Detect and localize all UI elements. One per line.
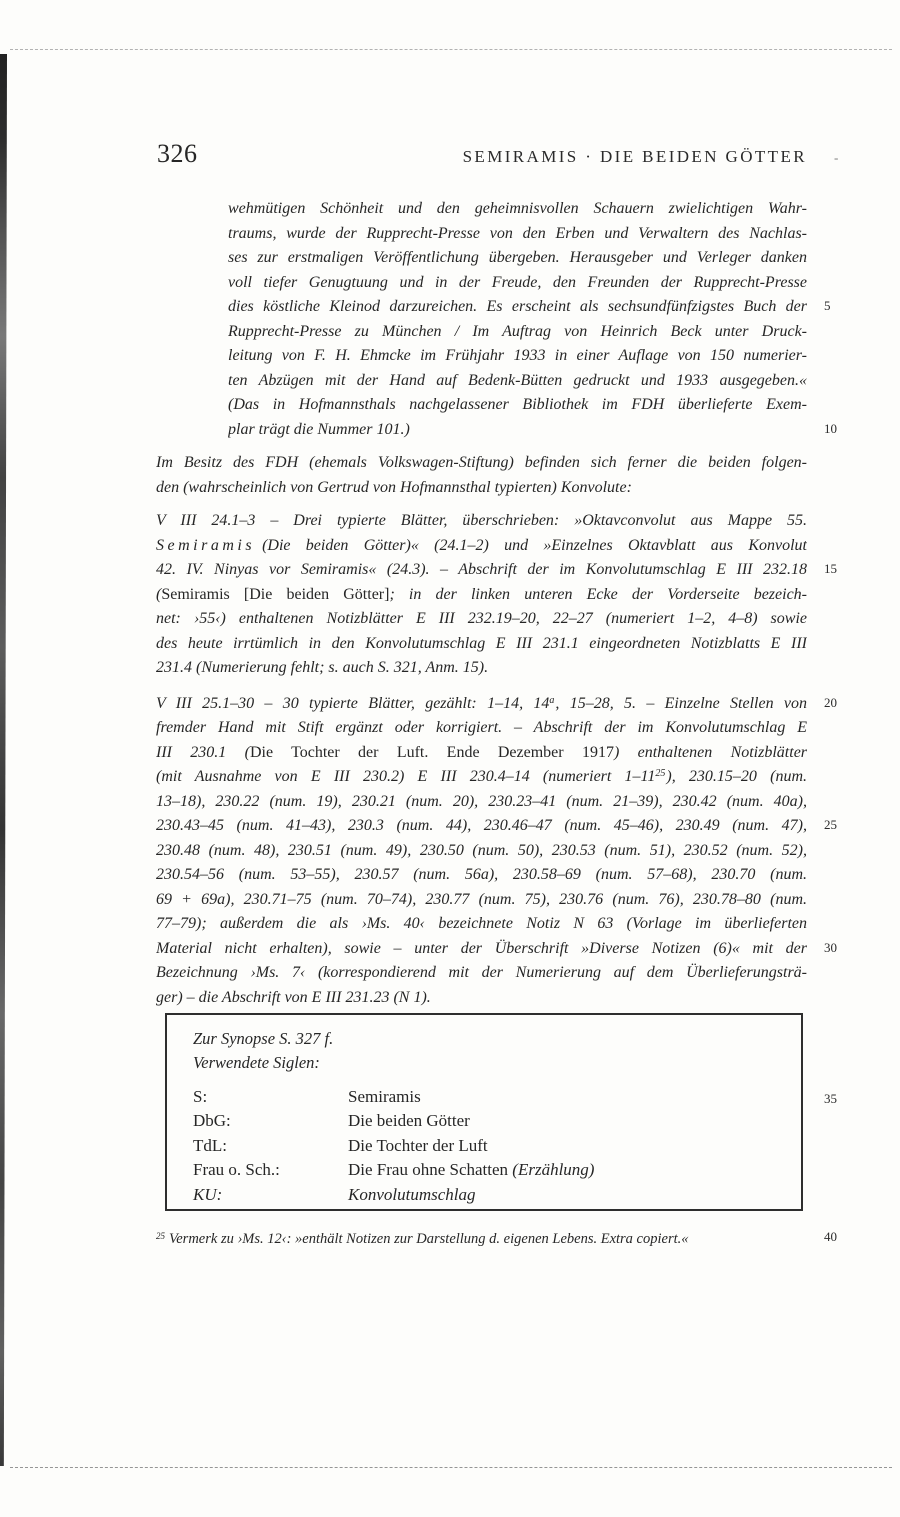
text-line <box>156 583 807 608</box>
text-line <box>156 765 807 790</box>
text-segment: Semiramis <box>156 536 256 554</box>
text-segment: ger) – die Abschrift von E III 231.23 (N 1). <box>156 988 431 1006</box>
text-column <box>156 197 837 1250</box>
text-line <box>156 741 807 766</box>
sigle-label <box>193 1183 348 1207</box>
text-line-content <box>156 656 807 681</box>
text-segment: DbG: <box>193 1111 231 1131</box>
text-segment: ten Abzügen mit der Hand auf Bedenk-Bütten gedruckt und 1933 ausgegeben.« <box>228 371 807 389</box>
sigle-row <box>193 1183 775 1207</box>
scan-edge-shadow <box>0 54 7 1466</box>
text-line <box>156 1228 837 1250</box>
paragraph-fdh-besitz <box>156 451 807 500</box>
text-line-content <box>156 765 807 790</box>
text-segment: ses zur erstmaligen Veröffentlichung übergeben. Herausgeber und Verleger danken <box>228 249 807 266</box>
text-segment: 42. IV. Ninyas vor Semiramis« (24.3). – Abschrift der im Konvolutumschlag E III 232.18 <box>156 561 807 578</box>
text-segment: Die Frau ohne Schatten <box>348 1160 513 1180</box>
text-line <box>156 790 807 815</box>
text-line <box>156 716 807 741</box>
margin-line-number: 35 <box>824 1091 837 1106</box>
text-line <box>228 271 807 296</box>
text-segment: Die beiden Götter <box>348 1111 470 1131</box>
text-segment: KU: <box>193 1184 223 1204</box>
text-line <box>156 937 837 962</box>
running-title: SEMIRAMIS · DIE BEIDEN GÖTTER <box>462 147 807 166</box>
text-line <box>156 558 837 583</box>
paragraph-v-iii-25 <box>156 692 837 1011</box>
text-segment: 69 + 69a), 230.71–75 (num. 70–74), 230.77 (num. 75), 230.76 (num. 76), 230.78–80 (num. <box>156 890 807 908</box>
text-line-content <box>228 369 807 394</box>
sigle-label <box>193 1109 348 1133</box>
sigle-label <box>193 1158 348 1182</box>
text-segment: Im Besitz des FDH (ehemals Volkswagen-Stiftung) befinden sich ferner die beiden folgen- <box>156 454 807 471</box>
text-line-content <box>156 558 807 583</box>
text-line <box>156 509 807 534</box>
text-segment: a <box>549 694 555 706</box>
text-segment: plar trägt die Nummer 101.) <box>228 420 410 438</box>
text-segment: Die Tochter der Luft <box>348 1135 488 1155</box>
text-segment: III 230.1 ( <box>156 743 250 761</box>
text-segment: Verwendete Siglen: <box>193 1053 320 1072</box>
text-line-content <box>228 295 807 320</box>
text-line <box>156 863 807 888</box>
text-line <box>156 656 807 681</box>
margin-line-number: 25 <box>824 817 837 832</box>
text-segment: (Die beiden Götter)« (24.1–2) und »Einzelnes Oktavblatt aus Konvolut <box>262 536 807 554</box>
text-line-content <box>193 1051 775 1075</box>
text-line <box>228 197 807 222</box>
text-line-content <box>156 1228 807 1250</box>
text-segment: 25 <box>156 1230 165 1241</box>
text-line <box>228 393 807 418</box>
siglen-box-rows <box>193 1085 837 1207</box>
text-line-content <box>193 1027 775 1051</box>
text-segment: Bezeichnung ›Ms. 7‹ (korrespondierend mit der Numerierung auf dem Überlieferungsträ- <box>156 964 807 981</box>
margin-line-number: 20 <box>824 694 837 710</box>
text-line-content <box>228 393 807 418</box>
text-line-content <box>156 583 807 608</box>
text-line <box>156 692 837 717</box>
text-line <box>156 888 807 913</box>
text-line-content <box>228 246 807 271</box>
text-line <box>156 451 807 476</box>
text-segment: Vermerk zu ›Ms. 12‹: »enthält Notizen zur Darstellung d. eigenen Lebens. Extra copiert.« <box>169 1230 689 1247</box>
siglen-box <box>165 1013 837 1211</box>
sigle-row <box>193 1158 775 1182</box>
text-segment: 13–18), 230.22 (num. 19), 230.21 (num. 20), 230.23–41 (num. 21–39), 230.42 (num. 40a), <box>156 792 807 810</box>
text-line <box>156 632 807 657</box>
text-segment: Semiramis <box>348 1087 421 1106</box>
text-line <box>156 607 807 632</box>
margin-line-number: 40 <box>824 1228 837 1244</box>
text-line <box>228 320 807 345</box>
sigle-label <box>193 1085 348 1109</box>
text-line <box>228 295 831 320</box>
text-line-content <box>228 271 807 296</box>
text-line-content <box>156 814 807 839</box>
text-segment: Die Tochter der Luft. Ende Dezember 1917 <box>249 743 614 761</box>
text-line <box>228 418 837 443</box>
text-line <box>156 476 807 501</box>
text-segment: , 15–28, 5. – Einzelne Stellen von <box>555 694 807 712</box>
text-segment: dies köstliche Kleinod darzureichen. Es erscheint als sechsundfünfzigstes Buch der <box>228 298 807 315</box>
sigle-label <box>193 1134 348 1158</box>
text-line-content <box>156 741 807 766</box>
text-segment: traums, wurde der Rupprecht-Presse von den Erben und Verwaltern des Nachlas- <box>228 224 807 242</box>
text-line-content <box>228 320 807 345</box>
text-segment: 77–79); außerdem die als ›Ms. 40‹ bezeichnete Notiz N 63 (Vorlage im überlieferten <box>156 915 807 932</box>
block-quote-paragraph <box>228 197 837 442</box>
sigle-value <box>348 1136 488 1155</box>
text-line-content <box>156 607 807 632</box>
text-line <box>228 369 807 394</box>
text-segment: S: <box>193 1087 208 1106</box>
text-segment: (mit Ausnahme von E III 230.2) E III 230.4–14 (numeriert 1–11 <box>156 768 656 785</box>
text-line-content <box>156 476 807 501</box>
text-line-content <box>156 937 807 962</box>
sigle-row <box>193 1085 837 1109</box>
text-segment: (Das in Hofmannsthals nachgelassener Bibliothek im FDH überlieferte Exem- <box>228 396 807 413</box>
scan-speck: - <box>834 150 839 165</box>
text-segment: fremder Hand mit Stift ergänzt oder korrigiert. – Abschrift der im Konvolutumschlag E <box>156 719 807 736</box>
siglen-box-heading <box>193 1027 775 1075</box>
text-line <box>156 912 807 937</box>
scan-crop-mark-top <box>10 49 892 50</box>
sigle-row <box>193 1109 775 1133</box>
text-line <box>156 961 807 986</box>
text-segment: Zur Synopse S. 327 f. <box>193 1029 334 1048</box>
text-segment: Semiramis [Die beiden Götter] <box>161 585 390 603</box>
text-segment: 230.54–56 (num. 53–55), 230.57 (num. 56a), 230.58–69 (num. 57–68), 230.70 (num. <box>156 866 807 883</box>
text-segment: V III 24.1–3 – Drei typierte Blätter, überschrieben: »Oktavconvolut aus Mappe 55. <box>156 512 807 529</box>
text-line <box>228 222 807 247</box>
page-number: 326 <box>157 139 198 168</box>
margin-line-number: 5 <box>824 298 831 313</box>
text-line <box>156 986 807 1011</box>
text-line <box>193 1051 775 1075</box>
text-segment: Material nicht erhalten), sowie – unter der Überschrift »Diverse Notizen (6)« mit der <box>156 939 807 957</box>
text-segment: 25 <box>655 768 666 779</box>
margin-line-number: 30 <box>824 939 837 955</box>
sigle-value <box>348 1087 421 1106</box>
text-segment: ), 230.15–20 (num. <box>666 768 807 785</box>
text-segment: des heute irrtümlich in den Konvolutumschlag E III 231.1 eingeordneten Notizblatts E III <box>156 634 807 652</box>
text-line <box>193 1027 775 1051</box>
text-line-content <box>156 509 807 534</box>
text-segment: ) enthaltenen Notizblätter <box>613 743 807 761</box>
text-segment: den (wahrscheinlich von Gertrud von Hofmannsthal typierten) Konvolute: <box>156 478 632 496</box>
text-segment: wehmütigen Schönheit und den geheimnisvollen Schauern zwielichtigen Wahr- <box>228 200 807 217</box>
scan-crop-mark-bottom <box>10 1467 892 1468</box>
text-line <box>156 534 807 559</box>
text-line-content <box>156 912 807 937</box>
text-segment: V III 25.1–30 – 30 typierte Blätter, gezählt: 1–14, 14 <box>156 694 550 712</box>
paragraph-v-iii-24 <box>156 509 837 681</box>
text-line-content <box>156 961 807 986</box>
text-segment: (Erzählung) <box>512 1160 595 1180</box>
text-segment: 230.43–45 (num. 41–43), 230.3 (num. 44), 230.46–47 (num. 45–46), 230.49 (num. 47), <box>156 817 807 834</box>
text-segment: net: ›55‹) enthaltenen Notizblätter E III 232.19–20, 22–27 (numeriert 1–2, 4–8) sowie <box>156 610 807 627</box>
text-line <box>156 839 807 864</box>
text-line-content <box>156 692 807 717</box>
sigle-row <box>193 1134 775 1158</box>
margin-line-number: 10 <box>824 420 837 436</box>
text-segment: Konvolutumschlag <box>348 1184 476 1204</box>
text-segment: ( <box>156 585 162 603</box>
text-line-content <box>156 632 807 657</box>
text-line-content <box>156 888 807 913</box>
text-line-content <box>156 863 807 888</box>
text-segment: Rupprecht-Presse zu München / Im Auftrag von Heinrich Beck unter Druck- <box>228 322 807 340</box>
text-line-content <box>156 716 807 741</box>
footnote <box>156 1228 837 1250</box>
text-line-content <box>228 197 807 222</box>
text-line <box>228 246 807 271</box>
margin-line-number: 15 <box>824 561 837 576</box>
sigle-value <box>348 1185 476 1204</box>
text-segment: ; in der linken unteren Ecke der Vorderseite bezeich- <box>389 585 807 603</box>
text-line-content <box>156 839 807 864</box>
text-line-content <box>228 344 807 369</box>
text-segment: voll tiefer Genugtuung und in der Freude, den Freunden der Rupprecht-Presse <box>228 273 807 291</box>
text-line-content <box>156 451 807 476</box>
text-segment: 230.48 (num. 48), 230.51 (num. 49), 230.50 (num. 50), 230.53 (num. 51), 230.52 (num. 52), <box>156 841 807 859</box>
sigle-value <box>348 1111 470 1130</box>
text-line-content <box>228 418 807 443</box>
text-line <box>156 814 837 839</box>
text-segment: 231.4 (Numerierung fehlt; s. auch S. 321, Anm. 15). <box>156 659 489 676</box>
text-segment: Frau o. Sch.: <box>193 1160 280 1180</box>
text-line-content <box>156 534 807 559</box>
text-line-content <box>228 222 807 247</box>
text-line-content <box>156 790 807 815</box>
text-segment: leitung von F. H. Ehmcke im Frühjahr 1933 in einer Auflage von 150 numerier- <box>228 347 807 364</box>
text-segment: TdL: <box>193 1135 227 1155</box>
text-line <box>228 344 807 369</box>
sigle-value <box>348 1160 594 1179</box>
text-line-content <box>156 986 807 1011</box>
